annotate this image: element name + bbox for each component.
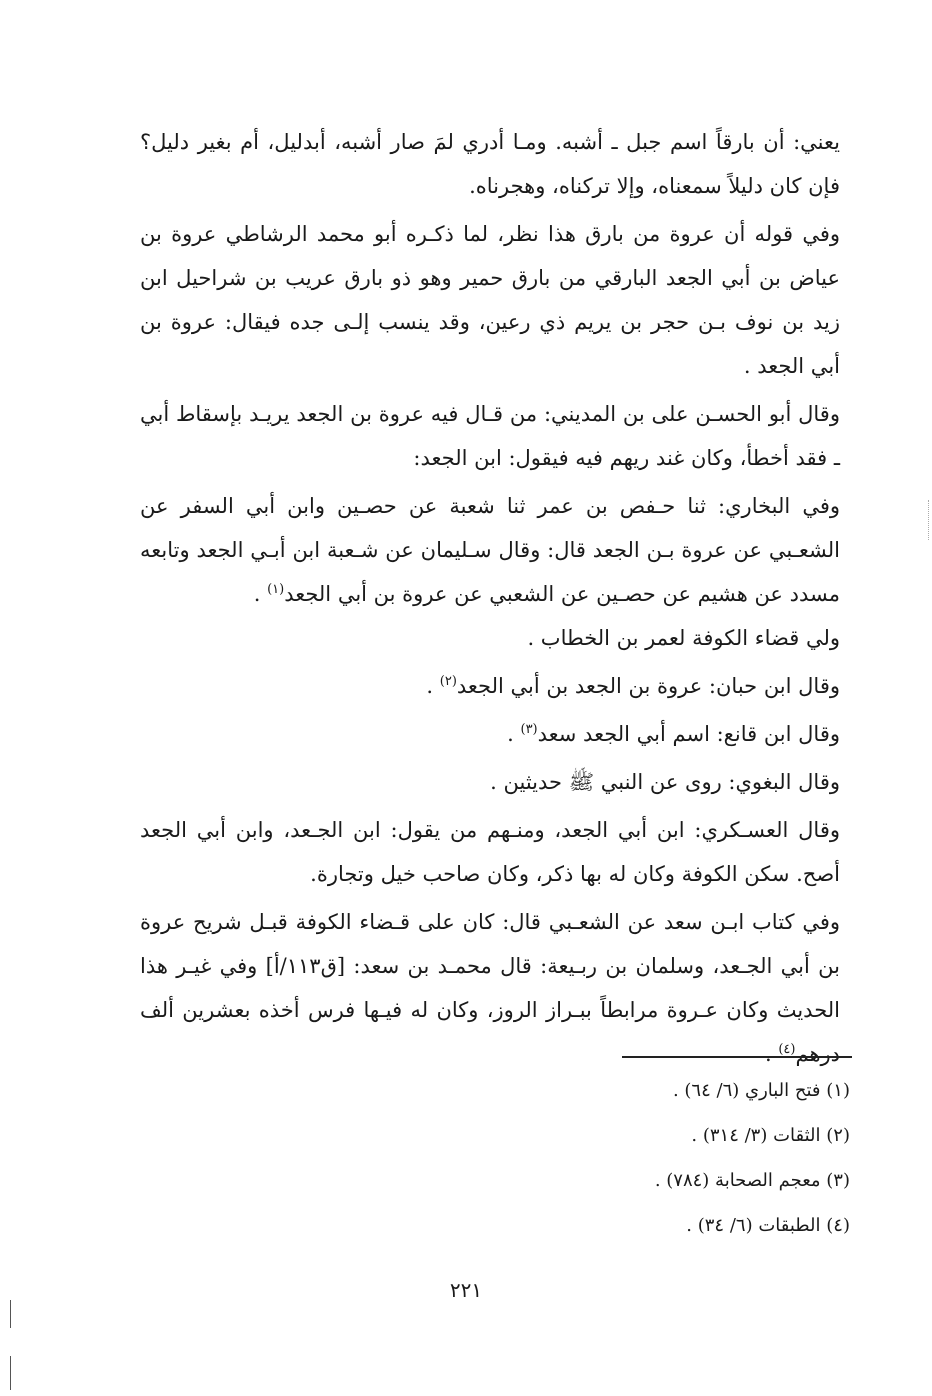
paragraph-5-tail: . — [426, 674, 440, 698]
paragraph-6-tail: . — [507, 722, 521, 746]
paragraph-9-text: وفي كتاب ابـن سعد عن الشعـبي قال: كان على قـضاء الكوفة قبـل شريح عروة بن أبي الجـعد، وسلمان بن ربـيعة: قال محمـد بن سعد: [ق١١٣/أ] وفي غيـر هذا الحديث وكان عـروة مرابطاً ببـراز الروز، وكان له فيـها فرس أخذه بعشرين ألف درهم — [140, 910, 840, 1066]
paragraph-7: وقال البغوي: روى عن النبي ﷺ حديثين . — [490, 770, 840, 794]
footnote-ref-4: (٤) — [778, 1042, 796, 1057]
paragraph-5 — [140, 664, 840, 708]
footnote-4: (٤) الطبقات (٦/ ٣٤) . — [686, 1215, 850, 1236]
footnote-2: (٢) الثقات (٣/ ٣١٤) . — [691, 1125, 850, 1146]
footnote-ref-3: (٣) — [520, 722, 538, 737]
paragraph-5-text: وقال ابن حبان: عروة بن الجعد بن أبي الجعد — [456, 674, 840, 698]
margin-mark-bottom — [10, 1356, 11, 1390]
paragraph-4 — [140, 484, 840, 660]
page-number: ٢٢١ — [449, 1278, 483, 1302]
footnotes — [420, 1068, 850, 1248]
paragraph-6-text: وقال ابن قانع: اسم أبي الجعد سعد — [537, 722, 840, 746]
paragraph-2: وفي قوله أن عروة من بارق هذا نظر، لما ذكـره أبو محمد الرشاطي عروة بن عياض بن أبي الجعد البارقي من بارق حمير وهو ذو بارق عريب بن شراحيل ابن زيد بن نوف بـن حجر بن يريم ذي رعين، وقد ينسب إلـى جده فيقال: عروة بن أبي الجعد . — [140, 222, 840, 378]
margin-mark-top — [10, 1300, 11, 1328]
footnote-1: (١) فتح الباري (٦/ ٦٤) . — [672, 1080, 850, 1101]
main-text — [140, 120, 840, 1080]
paragraph-8: وقال العسـكري: ابن أبي الجعد، ومنـهم من يقول: ابن الجـعد، وابن أبي الجعد أصح. سكن الكوفة وكان له بها ذكر، وكان صاحب خيل وتجارة. — [140, 818, 840, 886]
paragraph-4-extra: ولي قضاء الكوفة لعمر بن الخطاب . — [527, 626, 840, 650]
footnote-ref-2: (٢) — [439, 674, 457, 689]
paragraph-4-tail: . — [253, 582, 268, 606]
footnote-separator — [622, 1056, 852, 1058]
paragraph-9 — [140, 900, 840, 1076]
scan-artifact — [928, 500, 931, 540]
paragraph-9-tail: . — [764, 1042, 779, 1066]
paragraph-6 — [140, 712, 840, 756]
paragraph-3: وقال أبو الحسـن على بن المديني: من قـال فيه عروة بن الجعد يريـد بإسقاط أبي ـ فقد أخطأ، وكان غند ريهم فيه فيقول: ابن الجعد: — [140, 402, 840, 470]
footnote-3: (٣) معجم الصحابة (٧٨٤) . — [654, 1170, 850, 1191]
footnote-ref-1: (١) — [267, 582, 285, 597]
paragraph-4-text: وفي البخاري: ثنا حـفص بن عمر ثنا شعبة عن حصـين وابن أبي السفر عن الشعـبي عن عروة بـن الجعد قال: وقال سـليمان عن شـعبة ابن أبـي الجعد وتابعه مسدد عن هشيم عن حصـين عن الشعبي عن عروة بن أبي الجعد — [140, 494, 840, 606]
paragraph-1: يعني: أن بارقاً اسم جبل ـ أشبه. ومـا أدري لمَ صار أشبه، أبدليل، أم بغير دليل؟ فإن كان دليلاً سمعناه، وإلا تركناه، وهجرناه. — [140, 130, 840, 198]
